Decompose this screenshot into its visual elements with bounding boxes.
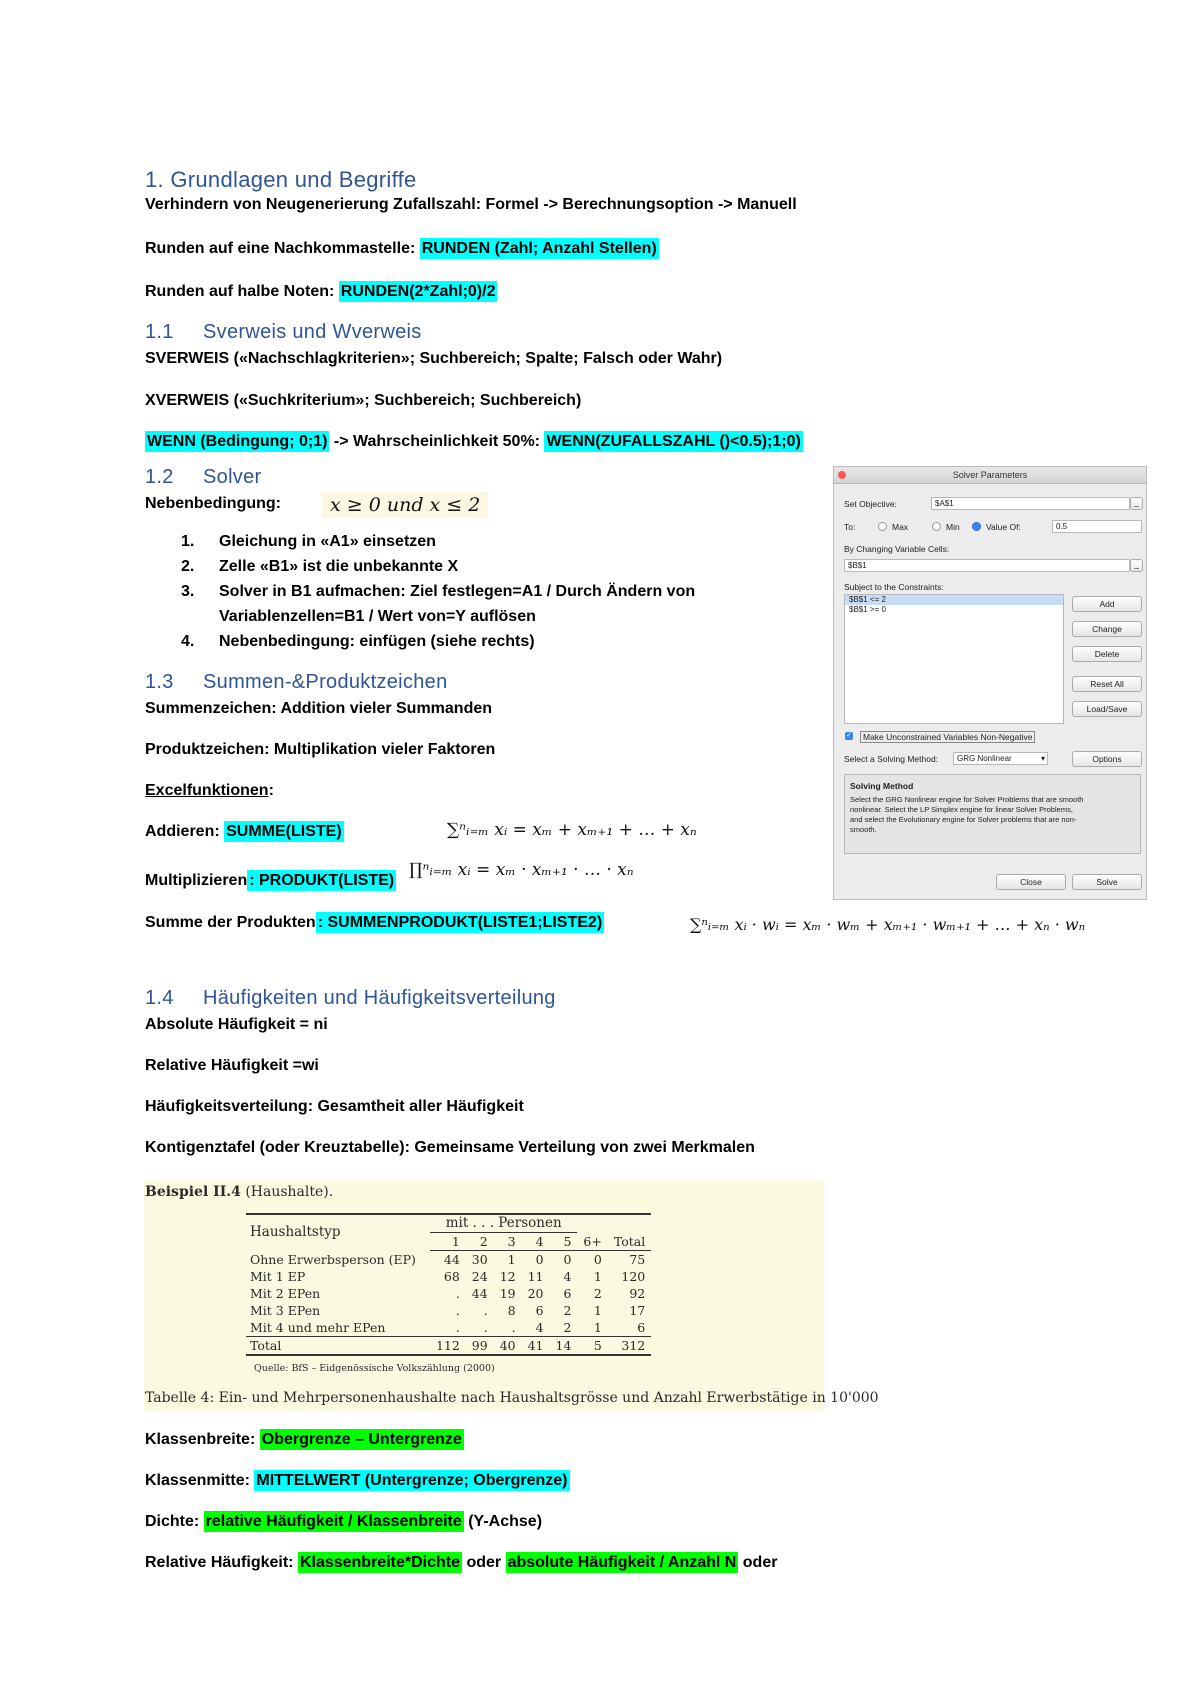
solving-method-text-1: Select the GRG Nonlinear engine for Solver Problems that are smooth: [850, 795, 1084, 804]
table-cell: 0: [593, 1252, 602, 1267]
highlight-absolute-durch-n: absolute Häufigkeit / Anzahl N: [507, 1554, 737, 1571]
heading-title: Summen-&Produktzeichen: [203, 671, 448, 693]
paragraph-relative-haeufigkeit: Relative Häufigkeit =wi: [145, 1057, 319, 1074]
change-button[interactable]: Change: [1072, 621, 1142, 637]
dialog-title: Solver Parameters: [952, 470, 1028, 480]
highlight-klassenbreite: Obergrenze – Untergrenze: [261, 1431, 462, 1448]
haushalte-table: [246, 1213, 651, 1356]
solving-method-title: Solving Method: [850, 781, 914, 791]
list-text: Solver in B1 aufmachen: Ziel festlegen=A1 / Durch Ändern von: [219, 583, 696, 600]
heading-title: Sverweis und Wverweis: [203, 321, 422, 343]
list-item: [145, 629, 795, 654]
table-cell: 4: [522, 1319, 550, 1337]
dialog-titlebar: [834, 467, 1146, 484]
header-cell: 4: [522, 1233, 550, 1251]
list-text: Zelle «B1» ist die unbekannte X: [219, 558, 459, 575]
paragraph-klassenmitte: [145, 1471, 570, 1491]
paragraph-xverweis: XVERWEIS («Suchkriterium»; Suchbereich; Suchbereich): [145, 392, 582, 409]
section-heading-1-2: [145, 466, 262, 489]
text: (Y-Achse): [463, 1513, 543, 1530]
solver-steps-list: [145, 529, 795, 654]
paragraph-summenprodukt: [145, 913, 604, 933]
header-col-group: mit . . . Personen: [430, 1214, 577, 1233]
paragraph-absolute-haeufigkeit: Absolute Häufigkeit = ni: [145, 1016, 328, 1033]
text: Klassenmitte:: [145, 1472, 255, 1489]
text: Addieren:: [145, 823, 225, 840]
solver-parameters-dialog: [833, 466, 1147, 900]
paragraph-kontigenztafel: Kontigenztafel (oder Kreuztabelle): Gemeinsame Verteilung von zwei Merkmalen: [145, 1139, 755, 1156]
heading-title: Häufigkeiten und Häufigkeitsverteilung: [203, 987, 556, 1009]
solving-method-text-3: and select the Evolutionary engine for Solver problems that are non-: [850, 815, 1077, 824]
paragraph-multiplizieren: [145, 871, 396, 891]
label-nebenbedingung: Nebenbedingung:: [145, 495, 281, 512]
checkbox-non-negative[interactable]: ✓: [846, 732, 852, 739]
table-group-header-row: [246, 1214, 651, 1233]
text: :: [268, 782, 274, 799]
table-cell: Mit 4 und mehr EPen: [246, 1319, 430, 1337]
list-item[interactable]: $B$1 <= 2: [845, 595, 1063, 605]
delete-button[interactable]: Delete: [1072, 646, 1142, 662]
method-value: GRG Nonlinear: [957, 754, 1012, 763]
text: -> Wahrscheinlichkeit 50%:: [329, 433, 545, 450]
close-button[interactable]: Close: [996, 874, 1066, 890]
heading-title: Solver: [203, 466, 262, 488]
changing-cells-label: By Changing Variable Cells:: [844, 544, 950, 554]
table-cell: 112: [430, 1337, 466, 1356]
table-cell: 0: [535, 1252, 544, 1267]
paragraph-haeufigkeitsverteilung: Häufigkeitsverteilung: Gesamtheit aller Häufigkeit: [145, 1098, 524, 1115]
highlight-summenprodukt: : SUMMENPRODUKT(LISTE1;LISTE2): [317, 914, 603, 931]
highlight-produkt: : PRODUKT(LISTE): [249, 872, 395, 889]
header-cell: Total: [608, 1233, 651, 1251]
heading-number: 1.4: [145, 987, 174, 1009]
table-cell: .: [466, 1319, 494, 1337]
list-item: [145, 529, 795, 554]
paragraph-neugenerierung: Verhindern von Neugenerierung Zufallszahl: Formel -> Berechnungsoption -> Manuell: [145, 196, 797, 213]
table-cell: Mit 2 EPen: [250, 1286, 321, 1301]
load-save-button[interactable]: Load/Save: [1072, 701, 1142, 717]
table-cell: .: [494, 1319, 522, 1337]
close-dot-icon[interactable]: [838, 471, 846, 479]
collapse-icon[interactable]: _: [1130, 497, 1143, 510]
table-cell: 30: [471, 1252, 488, 1267]
highlight-wenn: WENN (Bedingung; 0;1): [147, 433, 328, 450]
section-heading-1-1: [145, 321, 422, 344]
table-cell: 0: [563, 1252, 572, 1267]
table-cell: 41: [522, 1337, 550, 1356]
table-cell: Mit 1 EP: [250, 1269, 306, 1284]
list-number: 3.: [181, 583, 195, 600]
list-item: [145, 604, 795, 629]
paragraph-sverweis: SVERWEIS («Nachschlagkriterien»; Suchbereich; Spalte; Falsch oder Wahr): [145, 350, 723, 367]
table-row: [246, 1285, 651, 1302]
highlight-summe: SUMME(LISTE): [226, 823, 342, 840]
highlight-dichte: relative Häufigkeit / Klassenbreite: [205, 1513, 462, 1530]
add-button[interactable]: Add: [1072, 596, 1142, 612]
table-cell: 14: [550, 1337, 578, 1356]
list-number: 4.: [181, 633, 195, 650]
list-item: [145, 579, 795, 604]
table-cell: 5: [577, 1337, 607, 1356]
table-cell: 92: [629, 1286, 646, 1301]
text: Relative Häufigkeit:: [145, 1554, 298, 1571]
table-cell: 44: [443, 1252, 460, 1267]
highlight-klassenbreite-dichte: Klassenbreite*Dichte: [299, 1554, 460, 1571]
text: oder: [462, 1554, 506, 1571]
table-caption: Tabelle 4: Ein- und Mehrpersonenhaushalte nach Haushaltsgrösse und Anzahl Erwerbstätige in 10'000: [145, 1390, 879, 1406]
set-objective-label: Set Objective:: [844, 499, 897, 509]
constraints-label: Subject to the Constraints:: [844, 582, 944, 592]
table-cell: 24: [471, 1269, 488, 1284]
text: Runden auf halbe Noten:: [145, 283, 339, 300]
paragraph-excelfunktionen: [145, 781, 274, 801]
checkbox-label: Make Unconstrained Variables Non-Negative: [860, 731, 1035, 743]
text: Runden auf eine Nachkommastelle:: [145, 240, 420, 257]
paragraph-runden-nachkomma: [145, 239, 659, 259]
text: Summe der Produkten: [145, 914, 316, 931]
header-cell: 3: [494, 1233, 522, 1251]
table-cell: 68: [443, 1269, 460, 1284]
value-of-input[interactable]: 0.5: [1052, 520, 1142, 533]
highlight-klassenmitte: MITTELWERT (Untergrenze; Obergrenze): [256, 1472, 568, 1489]
paragraph-produktzeichen: Produktzeichen: Multiplikation vieler Faktoren: [145, 741, 496, 758]
heading-number: 1.3: [145, 671, 174, 693]
example-haushalte: [144, 1180, 879, 1412]
table-cell: Mit 3 EPen: [250, 1303, 321, 1318]
paragraph-klassenbreite: [145, 1430, 464, 1450]
table-cell: 2: [563, 1303, 572, 1318]
highlight-wenn-zufall: WENN(ZUFALLSZAHL ()<0.5);1;0): [546, 433, 801, 450]
table-cell: 1: [593, 1269, 602, 1284]
list-item: [145, 554, 795, 579]
table-cell: 8: [507, 1303, 516, 1318]
table-cell: 40: [494, 1337, 522, 1356]
table-cell: 75: [629, 1252, 646, 1267]
paragraph-relative-haeufigkeit-formel: [145, 1553, 777, 1573]
table-cell: 2: [593, 1286, 602, 1301]
table-row: [246, 1319, 651, 1337]
heading-number: 1.2: [145, 466, 174, 488]
table-cell: 4: [563, 1269, 572, 1284]
header-cell: 2: [466, 1233, 494, 1251]
text: Multiplizieren: [145, 872, 248, 889]
method-select[interactable]: [953, 752, 1048, 765]
table-cell: 12: [499, 1269, 516, 1284]
table-cell: 312: [608, 1337, 651, 1356]
table-cell: 1: [577, 1319, 607, 1337]
changing-cells-input[interactable]: $B$1: [844, 559, 1130, 572]
paragraph-runden-halbe: [145, 282, 497, 302]
table-total-row: [246, 1337, 651, 1356]
radio-min[interactable]: [932, 522, 941, 531]
solving-method-box: [844, 774, 1141, 854]
table-row: [246, 1251, 651, 1269]
radio-value-of-label: Value Of:: [986, 522, 1021, 532]
example-title: [145, 1184, 333, 1200]
paragraph-wenn: [145, 432, 803, 452]
header-cell: 1: [430, 1233, 466, 1251]
list-text: Gleichung in «A1» einsetzen: [219, 533, 436, 550]
highlight-runden: RUNDEN (Zahl; Anzahl Stellen): [421, 240, 657, 257]
solving-method-text-4: smooth.: [850, 825, 877, 834]
collapse-icon[interactable]: _: [1130, 559, 1143, 572]
list-item[interactable]: $B$1 >= 0: [849, 605, 886, 614]
math-summenprodukt: ∑ⁿᵢ₌ₘ xᵢ · wᵢ = xₘ · wₘ + xₘ₊₁ · wₘ₊₁ + … + xₙ · wₙ: [690, 915, 1086, 934]
header-cell: 6+: [577, 1233, 607, 1251]
solve-button[interactable]: Solve: [1072, 874, 1142, 890]
table-row: [246, 1302, 651, 1319]
solving-method-text-2: nonlinear. Select the LP Simplex engine for linear Solver Problems,: [850, 805, 1073, 814]
set-objective-input[interactable]: $A$1: [931, 497, 1130, 510]
highlight-runden-halbe: RUNDEN(2*Zahl;0)/2: [340, 283, 496, 300]
table-cell: 1: [507, 1252, 516, 1267]
method-label: Select a Solving Method:: [844, 754, 939, 764]
table-cell: 99: [466, 1337, 494, 1356]
table-cell: .: [430, 1319, 466, 1337]
constraints-list[interactable]: [844, 594, 1064, 724]
table-cell: 19: [499, 1286, 516, 1301]
text: Klassenbreite:: [145, 1431, 260, 1448]
radio-max[interactable]: [878, 522, 887, 531]
radio-min-label: Min: [946, 522, 960, 532]
table-cell: 120: [621, 1269, 646, 1284]
paragraph-addieren: [145, 822, 344, 842]
table-cell: 20: [527, 1286, 544, 1301]
radio-value-of[interactable]: [972, 522, 981, 531]
chevron-down-icon: ▾: [1040, 754, 1045, 763]
table-cell: 6: [535, 1303, 544, 1318]
table-cell: 11: [527, 1269, 544, 1284]
options-button[interactable]: Options: [1072, 751, 1142, 767]
table-row: [246, 1268, 651, 1285]
radio-max-label: Max: [892, 522, 909, 532]
paragraph-summenzeichen: Summenzeichen: Addition vieler Summanden: [145, 700, 493, 717]
table-cell: [608, 1214, 651, 1233]
header-cell: 5: [550, 1233, 578, 1251]
math-produkt: ∏ⁿᵢ₌ₘ xᵢ = xₘ · xₘ₊₁ · … · xₙ: [409, 860, 634, 880]
list-text: Variablenzellen=B1 / Wert von=Y auflösen: [219, 608, 536, 625]
list-text: Nebenbedingung: einfügen (siehe rechts): [219, 633, 535, 650]
text: Dichte:: [145, 1513, 204, 1530]
table-cell: .: [483, 1303, 488, 1318]
table-cell: Total: [246, 1337, 430, 1356]
table-cell: 1: [593, 1303, 602, 1318]
example-title-rest: (Haushalte).: [240, 1184, 334, 1200]
table-cell: 6: [563, 1286, 572, 1301]
reset-all-button[interactable]: Reset All: [1072, 676, 1142, 692]
table-cell: 44: [471, 1286, 488, 1301]
to-label: To:: [844, 522, 856, 532]
table-cell: 17: [629, 1303, 646, 1318]
table-cell: .: [455, 1286, 460, 1301]
math-summe: ∑ⁿᵢ₌ₘ xᵢ = xₘ + xₘ₊₁ + … + xₙ: [447, 820, 697, 840]
table-source: Quelle: BfS – Eidgenössische Volkszählung (2000): [254, 1363, 495, 1374]
table-cell: 6: [608, 1319, 651, 1337]
paragraph-dichte: [145, 1512, 542, 1532]
section-heading-1-4: [145, 987, 556, 1010]
table-cell: [577, 1214, 607, 1233]
list-number: 2.: [181, 558, 195, 575]
math-nebenbedingung: x ≥ 0 und x ≤ 2: [322, 492, 488, 518]
table-cell: .: [455, 1303, 460, 1318]
underlined-text: Excelfunktionen: [145, 782, 269, 799]
text: oder: [738, 1554, 778, 1571]
section-heading-1-3: [145, 671, 448, 694]
header-haushaltstyp: Haushaltstyp: [250, 1224, 341, 1241]
table-cell: 2: [550, 1319, 578, 1337]
table-cell: Ohne Erwerbsperson (EP): [250, 1251, 416, 1267]
list-number: 1.: [181, 533, 195, 550]
section-heading-1: 1. Grundlagen und Begriffe: [145, 167, 417, 192]
example-title-bold: Beispiel II.4: [145, 1184, 241, 1200]
heading-number: 1.1: [145, 321, 174, 343]
